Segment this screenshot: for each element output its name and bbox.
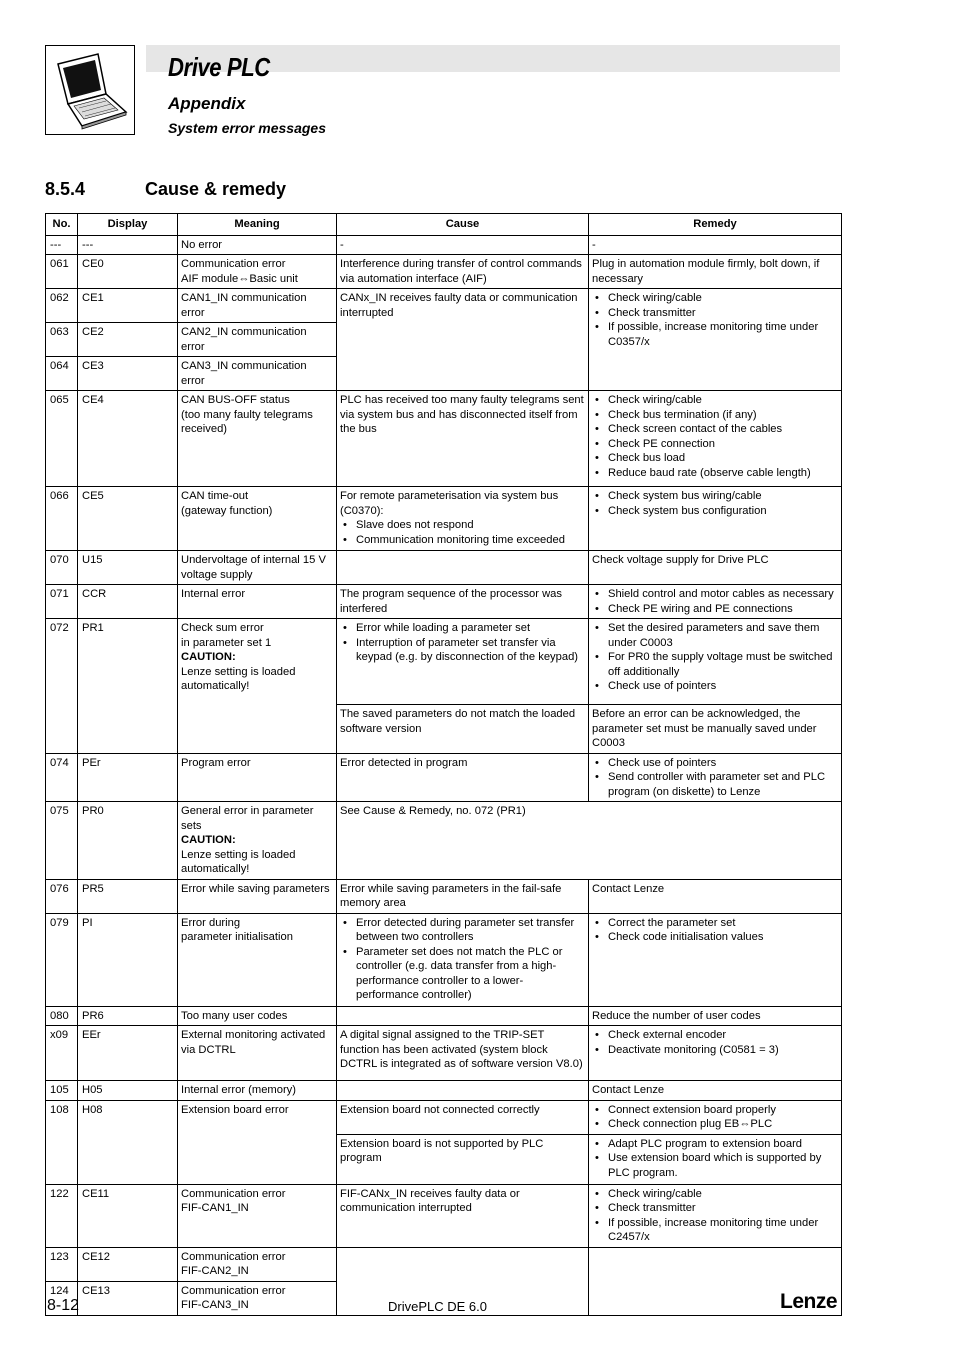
- remedy-item: • If possible, increase monitoring time under C2457/x: [608, 1216, 838, 1245]
- remedy-text: Contact Lenze: [592, 882, 665, 895]
- cell-display: CE5: [78, 487, 178, 551]
- cell-cause: [337, 391, 589, 487]
- cell-no: 075: [46, 802, 78, 880]
- table-row: [46, 551, 842, 585]
- table-row: [46, 879, 842, 913]
- cell-display: H08: [78, 1100, 178, 1184]
- cell-cause: [337, 753, 589, 802]
- cell-remedy: [589, 705, 842, 754]
- remedy-list: [592, 1137, 838, 1181]
- cell-meaning: [178, 802, 337, 880]
- meaning-text: General error in parameter sets: [181, 805, 314, 832]
- cell-no: 076: [46, 879, 78, 913]
- cell-meaning: [178, 1184, 337, 1247]
- column-header-no: No.: [46, 214, 78, 236]
- caution-label: CAUTION:: [181, 834, 236, 846]
- remedy-item: • Deactivate monitoring (C0581 = 3): [608, 1043, 838, 1058]
- cell-remedy: [589, 487, 842, 551]
- cell-no: 072: [46, 619, 78, 754]
- table-row: [46, 1006, 842, 1026]
- cell-no: 062: [46, 289, 78, 323]
- cell-display: PR5: [78, 879, 178, 913]
- table-row: [46, 255, 842, 289]
- remedy-item: • Set the desired parameters and save them under C0003: [608, 621, 838, 650]
- cell-display: PR0: [78, 802, 178, 880]
- remedy-item: • Check PE connection: [608, 437, 838, 452]
- cell-cause: [337, 1026, 589, 1081]
- chapter-title: Appendix: [168, 94, 246, 113]
- remedy-item: • Check external encoder: [608, 1028, 838, 1043]
- cell-meaning: [178, 619, 337, 754]
- cell-no: 080: [46, 1006, 78, 1026]
- cell-cause: [337, 1006, 589, 1026]
- cell-display: PI: [78, 913, 178, 1006]
- cell-meaning: [178, 289, 337, 323]
- table-row: [46, 913, 842, 1006]
- cell-remedy: [589, 255, 842, 289]
- cause-text: Extension board not connected correctly: [340, 1103, 540, 1116]
- table-row: [46, 753, 842, 802]
- cell-cause: [337, 235, 589, 255]
- remedy-item: • Check code initialisation values: [608, 930, 838, 945]
- cell-cause: [337, 585, 589, 619]
- table-row: [46, 1026, 842, 1081]
- cell-remedy: [589, 551, 842, 585]
- cause-text: The saved parameters do not match the loaded software version: [340, 708, 576, 735]
- meaning-text: CAN time-out (gateway function): [181, 490, 273, 517]
- remedy-item: • Check transmitter: [608, 306, 838, 321]
- cell-display: CCR: [78, 585, 178, 619]
- cell-remedy: [589, 1081, 842, 1101]
- column-header-remedy: Remedy: [589, 214, 842, 236]
- cause-text: Error detected in program: [340, 756, 468, 769]
- meaning-text: Internal error: [181, 588, 246, 600]
- section-title: Cause & remedy: [145, 179, 287, 199]
- remedy-item: • Check PE wiring and PE connections: [608, 602, 838, 617]
- remedy-item: • Check wiring/cable: [608, 291, 838, 306]
- cell-display: H05: [78, 1081, 178, 1101]
- laptop-logo: [45, 45, 135, 135]
- cause-text: Error while saving parameters in the fail-safe memory area: [340, 882, 562, 909]
- table-header-row: [46, 214, 842, 236]
- document-title: Drive PLC: [168, 52, 270, 82]
- meaning-text: Error while saving parameters: [181, 882, 330, 895]
- table-row: [46, 1247, 842, 1281]
- remedy-item: • Reduce baud rate (observe cable length): [608, 466, 838, 481]
- table-row: [46, 1100, 842, 1134]
- meaning-text: External monitoring activated via DCTRL: [181, 1029, 326, 1056]
- cell-cause: [337, 802, 842, 880]
- cell-no: ---: [46, 235, 78, 255]
- cell-no: 063: [46, 323, 78, 357]
- cell-no: 061: [46, 255, 78, 289]
- meaning-text: No error: [181, 238, 223, 251]
- remedy-item: • Use extension board which is supported by PLC program.: [608, 1151, 838, 1180]
- cell-cause: [337, 1134, 589, 1184]
- cell-meaning: [178, 1006, 337, 1026]
- cell-no: 065: [46, 391, 78, 487]
- page-number: 8-12: [47, 1297, 80, 1314]
- cause-list: [340, 621, 585, 665]
- cell-meaning: [178, 585, 337, 619]
- cause-text: The program sequence of the processor was interfered: [340, 588, 563, 615]
- cell-remedy: [589, 879, 842, 913]
- remedy-item: • Connect extension board properly: [608, 1103, 838, 1118]
- cell-meaning: [178, 1281, 337, 1315]
- cell-no: 123: [46, 1247, 78, 1281]
- cell-remedy: [589, 1026, 842, 1081]
- table-row: [46, 235, 842, 255]
- cell-no: 066: [46, 487, 78, 551]
- cell-meaning: [178, 391, 337, 487]
- cell-remedy: [589, 235, 842, 255]
- error-table: [45, 213, 842, 1316]
- document-id: DrivePLC DE 6.0: [388, 1299, 487, 1314]
- section-subtitle: System error messages: [168, 120, 326, 136]
- table-row: [46, 391, 842, 487]
- table-row: [46, 585, 842, 619]
- remedy-item: • Check wiring/cable: [608, 1187, 838, 1202]
- table-body: [46, 235, 842, 1315]
- table-row: [46, 802, 842, 880]
- remedy-item: • Check use of pointers: [608, 756, 838, 771]
- cause-item: • Interruption of parameter set transfer via keypad (e.g. by disconnection of the keypad): [356, 636, 585, 665]
- remedy-list: [592, 291, 838, 349]
- cell-cause: [337, 705, 589, 754]
- cell-display: U15: [78, 551, 178, 585]
- remedy-item: • Correct the parameter set: [608, 916, 838, 931]
- remedy-item: • Check screen contact of the cables: [608, 422, 838, 437]
- cell-no: 064: [46, 357, 78, 391]
- meaning-text: Internal error (memory): [181, 1084, 297, 1096]
- cell-display: CE0: [78, 255, 178, 289]
- cell-meaning: [178, 235, 337, 255]
- meaning-text: Too many user codes: [181, 1009, 288, 1022]
- remedy-list: [592, 621, 838, 694]
- cell-remedy: [589, 1006, 842, 1026]
- remedy-list: [592, 916, 838, 945]
- cause-item: • Parameter set does not match the PLC or controller (e.g. data transfer from a high-performance controller to a lower-performance controller): [356, 945, 585, 1003]
- cell-meaning: [178, 255, 337, 289]
- remedy-text: Plug in automation module firmly, bolt down, if necessary: [592, 258, 820, 285]
- cell-meaning: [178, 1100, 337, 1184]
- meaning-text: Check sum error in parameter set 1: [181, 622, 272, 649]
- table-row: [46, 487, 842, 551]
- cell-no: 070: [46, 551, 78, 585]
- brand-logo: Lenze: [780, 1290, 838, 1313]
- caution-label: CAUTION:: [181, 651, 236, 663]
- cell-no: 124: [46, 1281, 78, 1315]
- cell-meaning: [178, 323, 337, 357]
- remedy-list: [592, 393, 838, 480]
- cause-item: • Error detected during parameter set transfer between two controllers: [356, 916, 585, 945]
- cell-display: CE13: [78, 1281, 178, 1315]
- cell-display: CE12: [78, 1247, 178, 1281]
- remedy-text: Reduce the number of user codes: [592, 1009, 761, 1022]
- table-row: [46, 1184, 842, 1247]
- remedy-text: Contact Lenze: [592, 1084, 665, 1096]
- remedy-item: • Check connection plug EB⇔PLC: [608, 1117, 838, 1132]
- cell-meaning: [178, 1081, 337, 1101]
- table-row: [46, 1081, 842, 1101]
- meaning-text: CAN3_IN communication error: [181, 360, 307, 387]
- column-header-cause: Cause: [337, 214, 589, 236]
- cause-text: FIF-CANx_IN receives faulty data or communication interrupted: [340, 1187, 520, 1214]
- cell-display: CE11: [78, 1184, 178, 1247]
- cell-meaning: [178, 913, 337, 1006]
- remedy-item: • Adapt PLC program to extension board: [608, 1137, 838, 1152]
- cause-item: • Error while loading a parameter set: [356, 621, 585, 636]
- cell-display: CE3: [78, 357, 178, 391]
- meaning-text: CAN2_IN communication error: [181, 326, 307, 353]
- meaning-note: Lenze setting is loaded automatically!: [181, 665, 296, 692]
- cell-no: 122: [46, 1184, 78, 1247]
- cell-cause: [337, 551, 589, 585]
- remedy-text: -: [592, 238, 596, 251]
- cell-cause: [337, 913, 589, 1006]
- cell-remedy: [589, 753, 842, 802]
- remedy-item: • Check bus load: [608, 451, 838, 466]
- cell-display: PEr: [78, 753, 178, 802]
- cell-remedy: [589, 1100, 842, 1134]
- cell-meaning: [178, 551, 337, 585]
- table-row: [46, 619, 842, 705]
- meaning-text: CAN1_IN communication error: [181, 292, 307, 319]
- cause-text: For remote parameterisation via system bus (C0370):: [340, 490, 559, 517]
- cause-list: [340, 916, 585, 1003]
- cell-display: PR6: [78, 1006, 178, 1026]
- cause-list: [340, 518, 585, 547]
- remedy-list: [592, 1028, 838, 1057]
- cause-item: • Communication monitoring time exceeded: [356, 533, 585, 548]
- remedy-item: • Check system bus wiring/cable: [608, 489, 838, 504]
- remedy-list: [592, 756, 838, 800]
- meaning-text: Undervoltage of internal 15 V voltage supply: [181, 554, 326, 581]
- remedy-item: • Check system bus configuration: [608, 504, 838, 519]
- remedy-item: • If possible, increase monitoring time under C0357/x: [608, 320, 838, 349]
- cell-cause: [337, 1184, 589, 1247]
- remedy-list: [592, 1187, 838, 1245]
- cell-remedy: [589, 289, 842, 391]
- cell-cause: [337, 255, 589, 289]
- cell-no: 071: [46, 585, 78, 619]
- cell-meaning: [178, 487, 337, 551]
- cell-meaning: [178, 753, 337, 802]
- remedy-text: Check voltage supply for Drive PLC: [592, 554, 769, 566]
- cell-remedy: [589, 1184, 842, 1247]
- remedy-item: • Send controller with parameter set and PLC program (on diskette) to Lenze: [608, 770, 838, 799]
- meaning-text: Error during parameter initialisation: [181, 916, 293, 943]
- cell-display: CE2: [78, 323, 178, 357]
- cause-text: -: [340, 238, 344, 251]
- meaning-note: Lenze setting is loaded automatically!: [181, 848, 296, 875]
- cell-remedy: [589, 585, 842, 619]
- cell-no: 074: [46, 753, 78, 802]
- cell-meaning: [178, 357, 337, 391]
- cell-display: EEr: [78, 1026, 178, 1081]
- remedy-item: • Check wiring/cable: [608, 393, 838, 408]
- cause-text: CANx_IN receives faulty data or communication interrupted: [340, 292, 578, 319]
- cell-remedy: [589, 1134, 842, 1184]
- meaning-text: CAN BUS-OFF status (too many faulty telegrams received): [181, 394, 313, 435]
- cause-text: PLC has received too many faulty telegrams sent via system bus and has disconnected itself from the bus: [340, 394, 584, 435]
- remedy-item: • Shield control and motor cables as necessary: [608, 587, 838, 602]
- meaning-text: Communication error FIF-CAN1_IN: [181, 1187, 286, 1214]
- remedy-text: Before an error can be acknowledged, the parameter set must be manually saved under C0003: [592, 708, 817, 749]
- cell-display: PR1: [78, 619, 178, 754]
- meaning-text: Communication error AIF module⇔Basic unit: [181, 258, 298, 285]
- remedy-list: [592, 1103, 838, 1132]
- remedy-item: • Check transmitter: [608, 1201, 838, 1216]
- section-number: 8.5.4: [45, 179, 86, 199]
- cause-text: See Cause & Remedy, no. 072 (PR1): [340, 805, 526, 817]
- cell-no: 108: [46, 1100, 78, 1184]
- cell-remedy: [589, 913, 842, 1006]
- remedy-list: [592, 489, 838, 518]
- cell-remedy: [589, 619, 842, 705]
- cell-cause: [337, 289, 589, 391]
- cell-meaning: [178, 1026, 337, 1081]
- cell-remedy: [589, 391, 842, 487]
- cause-text: Interference during transfer of control commands via automation interface (AIF): [340, 258, 582, 285]
- cause-text: A digital signal assigned to the TRIP-SET function has been activated (system block DCTRL is integrated as of software version V8.0): [340, 1029, 583, 1070]
- cell-cause: [337, 487, 589, 551]
- cell-no: 105: [46, 1081, 78, 1101]
- cell-display: ---: [78, 235, 178, 255]
- cell-meaning: [178, 1247, 337, 1281]
- column-header-display: Display: [78, 214, 178, 236]
- meaning-text: Communication error FIF-CAN2_IN: [181, 1250, 286, 1277]
- meaning-text: Extension board error: [181, 1103, 289, 1116]
- cell-meaning: [178, 879, 337, 913]
- remedy-item: • Check use of pointers: [608, 679, 838, 694]
- column-header-meaning: Meaning: [178, 214, 337, 236]
- cell-no: x09: [46, 1026, 78, 1081]
- cause-item: • Slave does not respond: [356, 518, 585, 533]
- meaning-text: Communication error FIF-CAN3_IN: [181, 1284, 286, 1311]
- cell-cause: [337, 1100, 589, 1134]
- table-row: [46, 289, 842, 323]
- cell-cause: [337, 1081, 589, 1101]
- remedy-list: [592, 587, 838, 616]
- remedy-item: • For PR0 the supply voltage must be switched off additionally: [608, 650, 838, 679]
- cell-cause: [337, 879, 589, 913]
- cell-no: 079: [46, 913, 78, 1006]
- meaning-text: Program error: [181, 756, 251, 769]
- laptop-icon: [46, 46, 134, 134]
- cause-text: Extension board is not supported by PLC program: [340, 1137, 544, 1164]
- cell-display: CE1: [78, 289, 178, 323]
- cell-cause: [337, 619, 589, 705]
- cell-display: CE4: [78, 391, 178, 487]
- remedy-item: • Check bus termination (if any): [608, 408, 838, 423]
